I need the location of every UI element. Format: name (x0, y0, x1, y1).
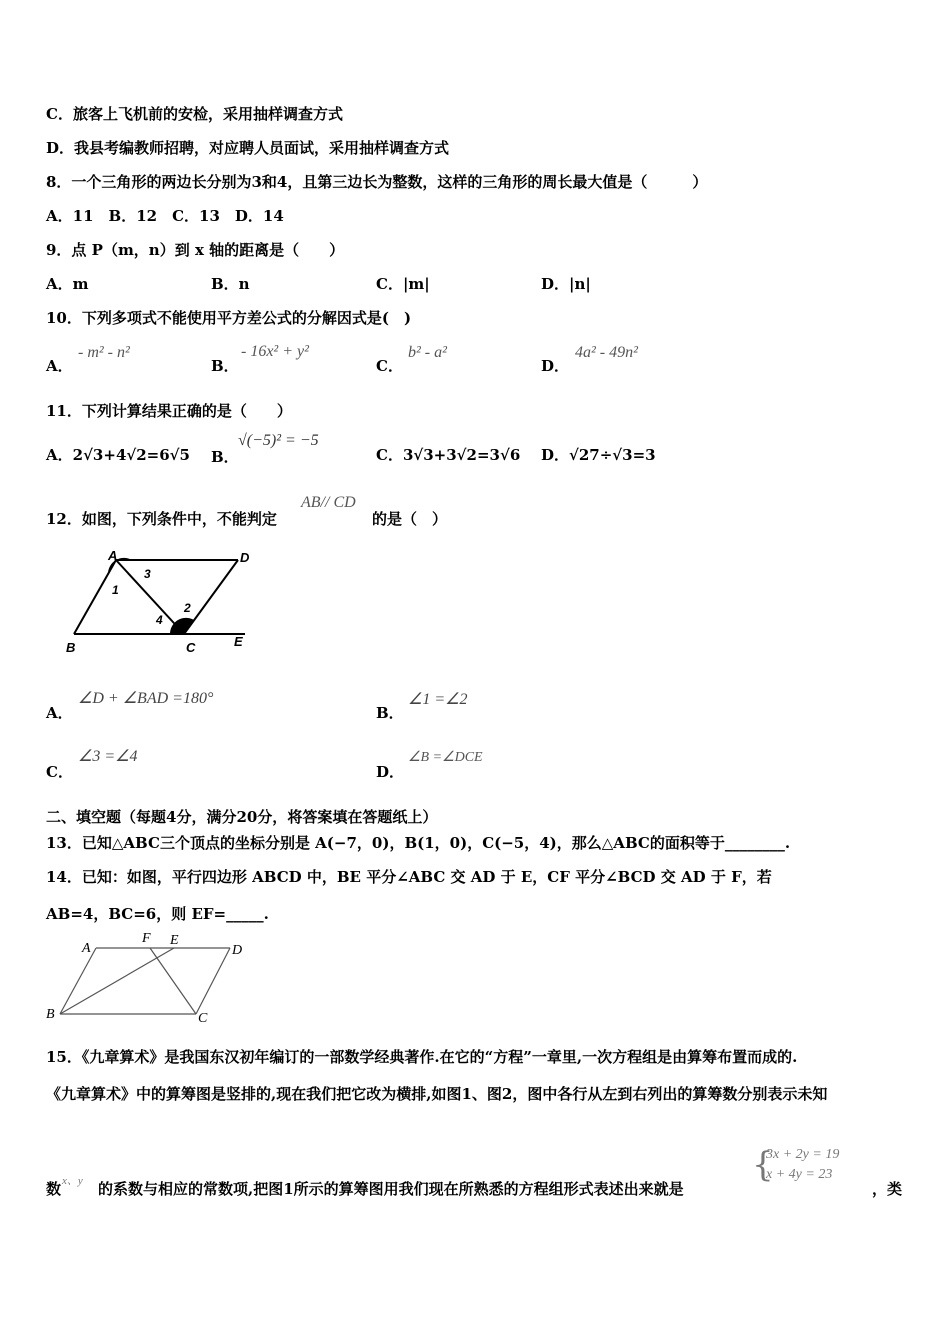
q10-option-a-expr: - m² - n² (78, 344, 130, 361)
fig12-angle-2: 2 (184, 601, 191, 615)
fig12-angle-1: 1 (112, 583, 119, 597)
option-c-text: C．旅客上飞机前的安检，采用抽样调查方式 (46, 105, 343, 123)
question-12-pre: 12．如图，下列条件中，不能判定 (46, 510, 277, 528)
q9-option-a: A．m (46, 275, 89, 293)
question-12-post: 的是（ ） (372, 510, 448, 528)
q10-option-c-label: C． (376, 357, 403, 375)
q9-option-d: D．|n| (541, 275, 591, 293)
q10-option-b-expr: - 16x² + y² (241, 343, 309, 360)
question-15-xy: x、y (62, 1175, 83, 1187)
option-d-text: D．我县考编教师招聘，对应聘人员面试，采用抽样调查方式 (46, 139, 450, 157)
fig14-label-b: B (46, 1007, 55, 1022)
q11-option-b-label: B． (211, 448, 239, 466)
question-15-line3-pre: 数 (46, 1180, 62, 1198)
fig12-label-c: C (186, 640, 196, 655)
q9-option-b: B．n (211, 275, 250, 293)
question-15-line1: 15．《九章算术》是我国东汉初年编订的一部数学经典著作.在它的“方程”一章里,一次方程组是由算筹布置而成的. (46, 1048, 798, 1066)
q12-option-a-expr: ∠D + ∠BAD =180° (78, 690, 214, 707)
fig12-label-e: E (234, 634, 243, 649)
fig12-label-a: A (108, 548, 118, 563)
fig14-label-f: F (142, 931, 151, 946)
question-15-line3-mid: 的系数与相应的常数项,把图1所示的算筹图用我们现在所熟悉的方程组形式表述出来就是 (98, 1180, 684, 1198)
q11-option-c: C．3√3+3√2=3√6 (376, 446, 521, 464)
q12-option-c-label: C． (46, 763, 73, 781)
fig14-label-d: D (232, 943, 243, 958)
fig12-label-d: D (240, 550, 250, 565)
question-15-line2: 《九章算术》中的算筹图是竖排的,现在我们把它改为横排,如图1、图2，图中各行从左到右列出的算筹数分别表示未知 (46, 1085, 828, 1103)
q10-option-a-label: A． (46, 357, 73, 375)
question-14-condition: AB=4，BC=6，则 EF=_____. (46, 905, 269, 923)
fig14-label-c: C (198, 1011, 208, 1026)
q12-option-d-label: D． (376, 763, 405, 781)
q10-option-d-expr: 4a² - 49n² (575, 344, 638, 361)
question-14: 14．已知：如图，平行四边形 ABCD 中，BE 平分∠ABC 交 AD 于 E，CF 平分∠BCD 交 AD 于 F，若 (46, 868, 772, 886)
equation-system (752, 1145, 862, 1189)
question-12-expr: AB// CD (301, 494, 356, 511)
question-8-options: A．11 B．12 C．13 D．14 (46, 207, 284, 225)
q9-option-c: C．|m| (376, 275, 430, 293)
question-10: 10．下列多项式不能使用平方差公式的分解因式是( ) (46, 309, 412, 327)
q10-option-c-expr: b² - a² (408, 344, 447, 361)
question-8: 8．一个三角形的两边长分别为3和4，且第三边长为整数，这样的三角形的周长最大值是（ ） (46, 173, 708, 191)
question-9: 9．点 P（m，n）到 x 轴的距离是（ ） (46, 241, 345, 259)
question-15-line3-post: ，类 (872, 1180, 903, 1198)
q11-option-d: D．√27÷√3=3 (541, 446, 656, 464)
q12-option-b-expr: ∠1 =∠2 (408, 691, 468, 708)
fig14-label-a: A (82, 941, 91, 956)
fig14-label-e: E (170, 933, 179, 948)
figure-q14-parallelogram (40, 930, 250, 1026)
section-2-title: 二、填空题（每题4分，满分20分，将答案填在答题纸上） (46, 808, 438, 826)
q12-option-d-expr: ∠B =∠DCE (408, 750, 483, 765)
equation-1: 3x + 2y = 19 (766, 1147, 840, 1162)
question-11: 11．下列计算结果正确的是（ ） (46, 402, 292, 420)
figure-q12-parallelogram (60, 546, 260, 658)
q12-option-c-expr: ∠3 =∠4 (78, 748, 138, 765)
q10-option-d-label: D． (541, 357, 570, 375)
equation-brace: { (752, 1145, 774, 1185)
q10-option-b-label: B． (211, 357, 239, 375)
fig12-angle-3: 3 (144, 567, 151, 581)
q11-option-a: A．2√3+4√2=6√5 (46, 446, 190, 464)
q11-option-b-expr: √(−5)² = −5 (238, 432, 319, 449)
question-13: 13．已知△ABC三个顶点的坐标分别是 A(−7，0)，B(1，0)，C(−5，4)，那么△ABC的面积等于________. (46, 834, 791, 852)
q12-option-a-label: A． (46, 704, 73, 722)
fig12-label-b: B (66, 640, 76, 655)
equation-2: x + 4y = 23 (766, 1167, 833, 1182)
q12-option-b-label: B． (376, 704, 404, 722)
fig12-angle-4: 4 (156, 613, 163, 627)
